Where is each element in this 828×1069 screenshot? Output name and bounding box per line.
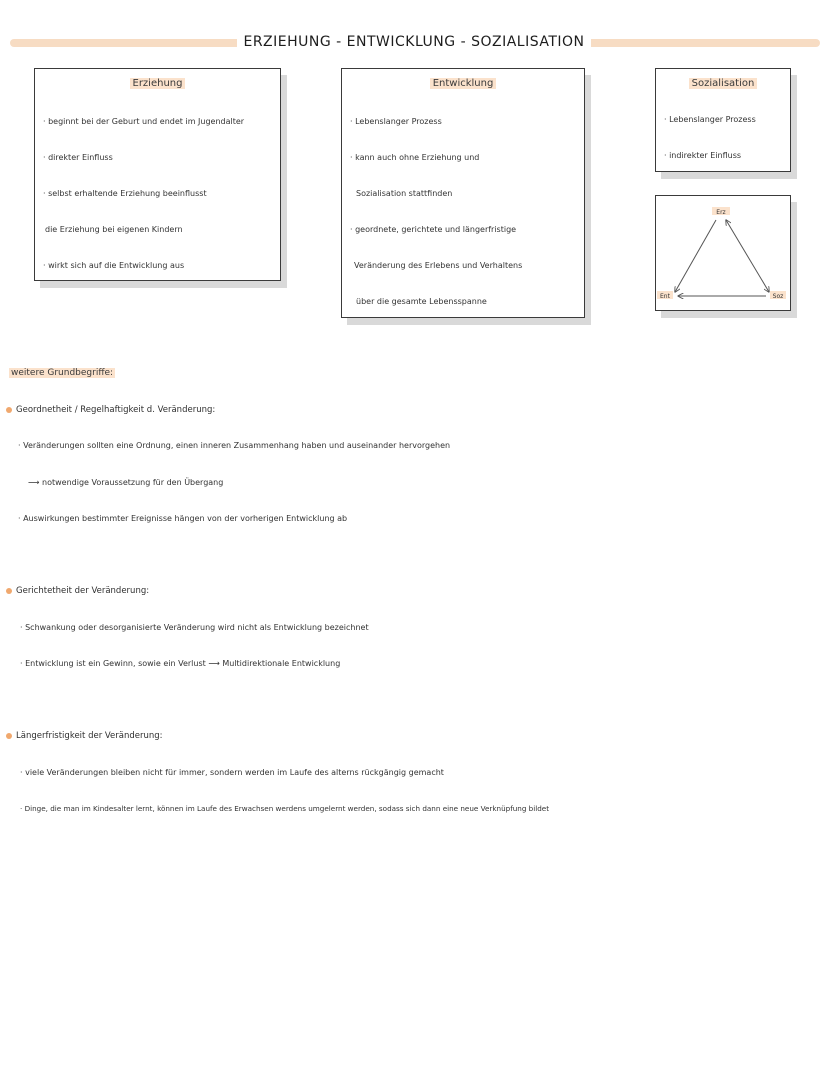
sozialisation-box: [655, 68, 791, 172]
list-item: · direkter Einfluss: [43, 153, 113, 162]
node-ent: Ent: [660, 293, 670, 300]
list-item: über die gesamte Lebensspanne: [356, 297, 487, 306]
triangle-diagram: [656, 196, 790, 310]
erziehung-box: [34, 68, 281, 281]
sozialisation-heading: Sozialisation: [656, 78, 790, 89]
erziehung-heading: Erziehung: [35, 78, 280, 89]
list-item: · selbst erhaltende Erziehung beeinflusst: [43, 189, 207, 198]
list-item: · kann auch ohne Erziehung und: [350, 153, 480, 162]
section-heading: weitere Grundbegriffe:: [11, 368, 114, 378]
topic-line: · Entwicklung ist ein Gewinn, sowie ein Verlust ⟶ Multidirektionale Entwicklung: [20, 659, 341, 668]
entwicklung-box: [341, 68, 585, 318]
topic-line: · Schwankung oder desorganisierte Veränderung wird nicht als Entwicklung bezeichnet: [20, 623, 369, 632]
bullet-dot-icon: [6, 588, 12, 594]
node-soz: Soz: [772, 293, 784, 300]
node-erz: Erz: [716, 209, 726, 216]
topic-line: · Dinge, die man im Kindesalter lernt, können im Laufe des Erwachsen werdens umgelernt werden, sodass sich dann eine neue Verknüpfung bildet: [20, 804, 550, 813]
bullet-dot-icon: [6, 407, 12, 413]
entwicklung-heading: Entwicklung: [342, 78, 584, 89]
list-item: · Lebenslanger Prozess: [664, 115, 756, 124]
topic-line: · Veränderungen sollten eine Ordnung, einen inneren Zusammenhang haben und auseinander hervorgehen: [18, 441, 451, 450]
list-item: · geordnete, gerichtete und längerfristige: [350, 225, 517, 234]
page-title: ERZIEHUNG - ENTWICKLUNG - SOZIALISATION: [0, 34, 828, 50]
list-item: Veränderung des Erlebens und Verhaltens: [354, 261, 523, 270]
topic-title: Geordnetheit / Regelhaftigkeit d. Veränderung:: [6, 405, 215, 415]
topic-title: Gerichtetheit der Veränderung:: [6, 586, 149, 596]
list-item: Sozialisation stattfinden: [356, 189, 453, 198]
arrow-erz-ent: [675, 220, 716, 292]
list-item: · beginnt bei der Geburt und endet im Jugendalter: [43, 117, 245, 126]
topic-line: · Auswirkungen bestimmter Ereignisse hängen von der vorherigen Entwicklung ab: [18, 514, 348, 523]
topic-title: Längerfristigkeit der Veränderung:: [6, 731, 163, 741]
list-item: · indirekter Einfluss: [664, 151, 742, 160]
topic-line: · viele Veränderungen bleiben nicht für immer, sondern werden im Laufe des alterns rückgängig gemacht: [20, 768, 444, 777]
list-item: · Lebenslanger Prozess: [350, 117, 442, 126]
topic-line: ⟶ notwendige Voraussetzung für den Übergang: [28, 478, 224, 487]
list-item: die Erziehung bei eigenen Kindern: [45, 225, 183, 234]
arrow-erz-soz: [726, 220, 769, 292]
triangle-diagram-box: [655, 195, 791, 311]
bullet-dot-icon: [6, 733, 12, 739]
list-item: · wirkt sich auf die Entwicklung aus: [43, 261, 185, 270]
